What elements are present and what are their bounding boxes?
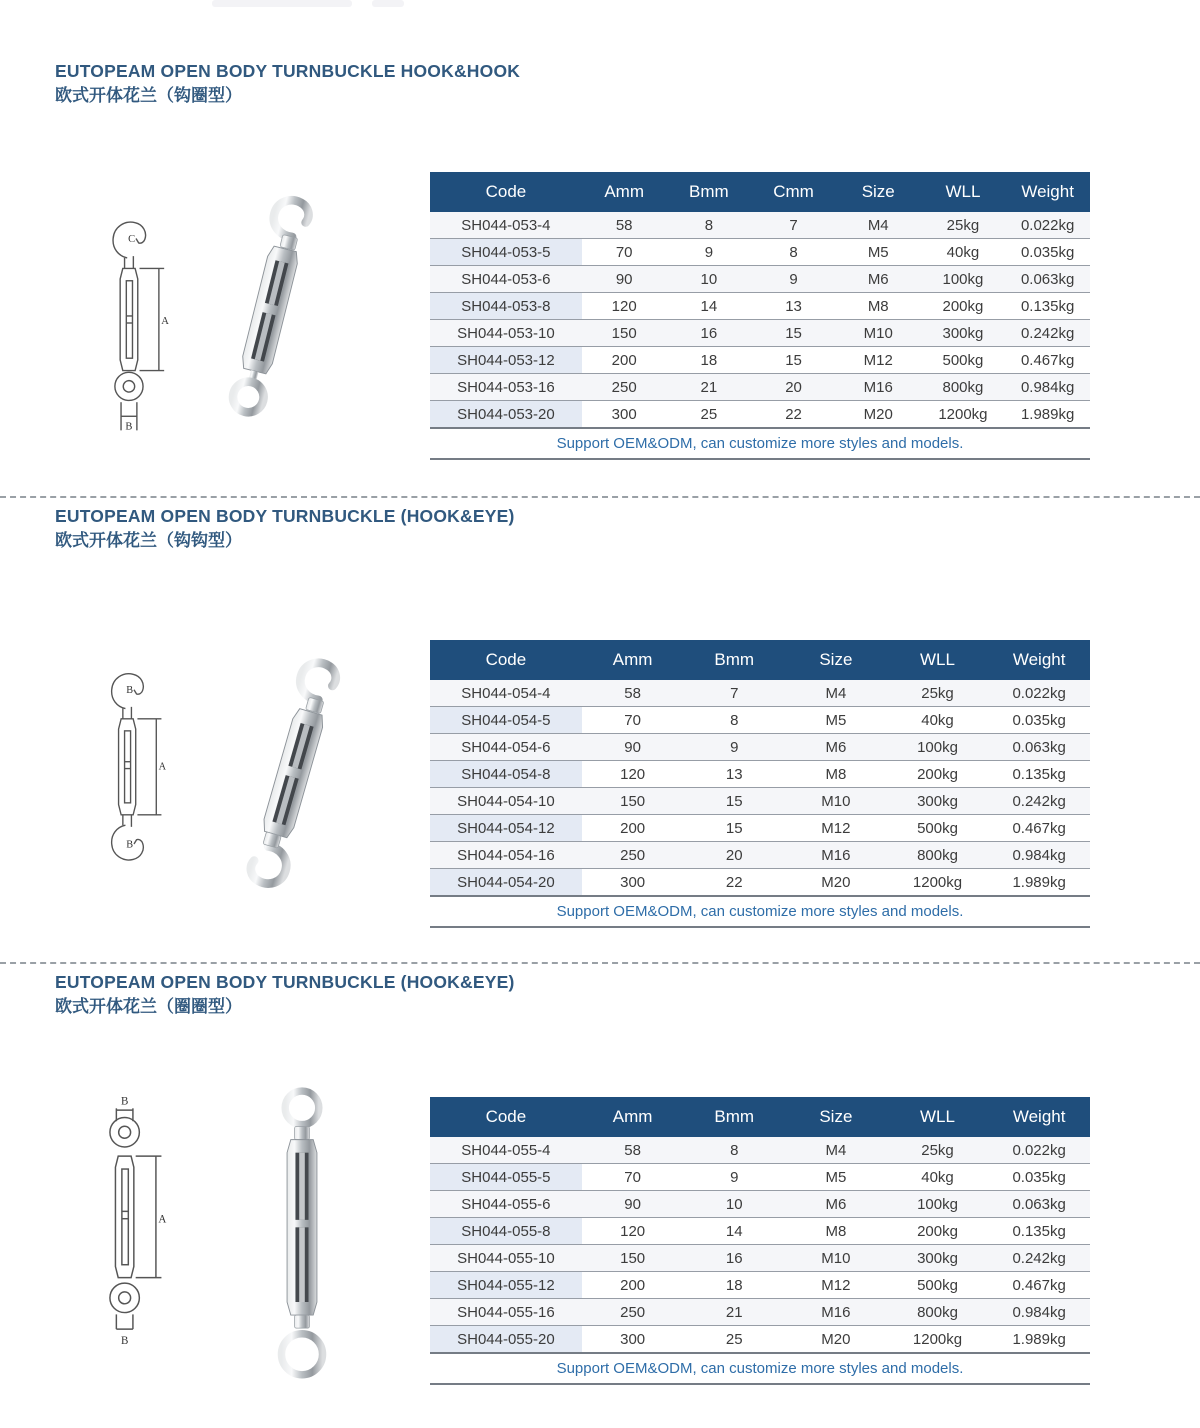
table-cell: 250	[582, 842, 684, 869]
turnbuckle-photo-hook-hook	[220, 642, 365, 910]
code-cell: SH044-055-12	[430, 1272, 582, 1299]
table-cell: 150	[582, 788, 684, 815]
table-cell: 150	[582, 1245, 684, 1272]
diagram-label-dim: A	[161, 315, 169, 327]
section-title-zh: 欧式开体花兰（钩钩型）	[55, 531, 242, 550]
table-cell: 21	[683, 1299, 785, 1326]
table-cell: 0.242kg	[988, 1245, 1090, 1272]
table-cell: 0.035kg	[1005, 239, 1090, 266]
code-cell: SH044-053-5	[430, 239, 582, 266]
table-cell: 0.242kg	[1005, 320, 1090, 347]
table-cell: 40kg	[887, 707, 989, 734]
table-cell: 15	[751, 347, 836, 374]
table-row	[430, 293, 1090, 320]
column-header: Weight	[988, 640, 1090, 680]
column-header: Code	[430, 172, 582, 212]
table-cell: M8	[785, 1218, 887, 1245]
table-cell: 250	[582, 374, 667, 401]
table-cell: 0.022kg	[1005, 212, 1090, 239]
table-cell: 9	[667, 239, 752, 266]
turnbuckle-photo-eye-eye	[246, 1076, 358, 1388]
section-title-zh: 欧式开体花兰（钩圈型）	[55, 86, 242, 105]
table-cell: 22	[751, 401, 836, 429]
table-cell: M6	[836, 266, 921, 293]
code-cell: SH044-054-8	[430, 761, 582, 788]
table-row	[430, 266, 1090, 293]
code-cell: SH044-055-4	[430, 1137, 582, 1164]
code-cell: SH044-055-6	[430, 1191, 582, 1218]
column-header: WLL	[887, 640, 989, 680]
table-cell: M5	[836, 239, 921, 266]
section-divider	[0, 962, 1200, 964]
table-cell: M4	[836, 212, 921, 239]
table-row	[430, 374, 1090, 401]
table-cell: 200kg	[887, 1218, 989, 1245]
table-row	[430, 1137, 1090, 1164]
table-cell: 15	[683, 815, 785, 842]
table-cell: 0.467kg	[988, 1272, 1090, 1299]
table-cell: 58	[582, 680, 684, 707]
table-cell: 0.022kg	[988, 680, 1090, 707]
table-row	[430, 1272, 1090, 1299]
table-cell: M8	[836, 293, 921, 320]
table-cell: M10	[785, 788, 887, 815]
table-row	[430, 401, 1090, 429]
table-cell: 20	[751, 374, 836, 401]
table-cell: 0.984kg	[1005, 374, 1090, 401]
code-cell: SH044-054-10	[430, 788, 582, 815]
table-header-row	[430, 640, 1090, 680]
column-header: Size	[785, 640, 887, 680]
table-cell: 0.984kg	[988, 842, 1090, 869]
table-cell: 200kg	[921, 293, 1006, 320]
column-header: Code	[430, 1097, 582, 1137]
table-cell: 40kg	[887, 1164, 989, 1191]
table-cell: 0.063kg	[988, 1191, 1090, 1218]
column-header: Amm	[582, 640, 684, 680]
table-row	[430, 239, 1090, 266]
table-cell: 90	[582, 266, 667, 293]
table-cell: 800kg	[887, 1299, 989, 1326]
table-row	[430, 1164, 1090, 1191]
code-cell: SH044-054-6	[430, 734, 582, 761]
table-footer-note: Support OEM&ODM, can customize more styles and models.	[430, 1353, 1090, 1384]
table-cell: 0.022kg	[988, 1137, 1090, 1164]
table-cell: 0.135kg	[988, 1218, 1090, 1245]
table-cell: 800kg	[921, 374, 1006, 401]
diagram-label-bottom: B	[120, 1334, 129, 1347]
table-row	[430, 761, 1090, 788]
table-row	[430, 1245, 1090, 1272]
table-row	[430, 707, 1090, 734]
table-cell: 250	[582, 1299, 684, 1326]
table-cell: 25kg	[921, 212, 1006, 239]
table-cell: M12	[785, 815, 887, 842]
code-cell: SH044-055-5	[430, 1164, 582, 1191]
table-row	[430, 320, 1090, 347]
table-cell: 7	[751, 212, 836, 239]
table-cell: 1200kg	[887, 1326, 989, 1354]
spec-table-sh044-055	[430, 1097, 1090, 1385]
table-cell: 58	[582, 1137, 684, 1164]
table-cell: 0.242kg	[988, 788, 1090, 815]
code-cell: SH044-054-12	[430, 815, 582, 842]
table-cell: 300kg	[887, 788, 989, 815]
column-header: Weight	[1005, 172, 1090, 212]
column-header: Bmm	[683, 640, 785, 680]
table-row	[430, 788, 1090, 815]
section-title-en: EUTOPEAM OPEN BODY TURNBUCKLE (HOOK&EYE)	[55, 506, 515, 526]
table-cell: 0.467kg	[988, 815, 1090, 842]
table-footer-note: Support OEM&ODM, can customize more styles and models.	[430, 428, 1090, 459]
table-cell: 14	[683, 1218, 785, 1245]
table-cell: 13	[751, 293, 836, 320]
table-cell: M4	[785, 1137, 887, 1164]
diagram-label-dim: A	[158, 1213, 167, 1226]
table-row	[430, 347, 1090, 374]
code-cell: SH044-053-16	[430, 374, 582, 401]
table-cell: 300	[582, 1326, 684, 1354]
table-cell: 200kg	[887, 761, 989, 788]
spec-table-sh044-054	[430, 640, 1090, 928]
turnbuckle-photo-hook-eye	[200, 186, 340, 434]
column-header: Code	[430, 640, 582, 680]
table-cell: 15	[751, 320, 836, 347]
table-cell: 0.467kg	[1005, 347, 1090, 374]
table-cell: 9	[683, 1164, 785, 1191]
table-cell: 70	[582, 1164, 684, 1191]
table-cell: 90	[582, 734, 684, 761]
diagram-label-top: B	[126, 685, 134, 697]
table-cell: 0.063kg	[988, 734, 1090, 761]
table-cell: 21	[667, 374, 752, 401]
table-cell: M5	[785, 1164, 887, 1191]
table-cell: 100kg	[887, 1191, 989, 1218]
table-row	[430, 842, 1090, 869]
table-cell: M16	[836, 374, 921, 401]
table-cell: M20	[785, 1326, 887, 1354]
table-cell: 18	[667, 347, 752, 374]
section-3-title	[55, 971, 514, 1018]
table-cell: 0.135kg	[988, 761, 1090, 788]
section-divider	[0, 496, 1200, 498]
column-header: Cmm	[751, 172, 836, 212]
code-cell: SH044-053-20	[430, 401, 582, 429]
table-row	[430, 869, 1090, 897]
table-cell: 120	[582, 761, 684, 788]
table-cell: M16	[785, 842, 887, 869]
table-cell: 500kg	[887, 1272, 989, 1299]
table-cell: 0.035kg	[988, 707, 1090, 734]
table-cell: 500kg	[921, 347, 1006, 374]
code-cell: SH044-054-16	[430, 842, 582, 869]
table-cell: 0.035kg	[988, 1164, 1090, 1191]
column-header: Size	[785, 1097, 887, 1137]
turnbuckle-diagram-eye-eye	[86, 1086, 178, 1368]
table-cell: 25kg	[887, 1137, 989, 1164]
table-cell: 150	[582, 320, 667, 347]
table-cell: 120	[582, 1218, 684, 1245]
table-cell: 300	[582, 869, 684, 897]
table-cell: M10	[785, 1245, 887, 1272]
table-cell: M16	[785, 1299, 887, 1326]
diagram-label-dim: A	[158, 761, 166, 773]
table-cell: 58	[582, 212, 667, 239]
table-cell: M4	[785, 680, 887, 707]
column-header: Bmm	[667, 172, 752, 212]
table-header-row	[430, 172, 1090, 212]
table-cell: 13	[683, 761, 785, 788]
table-header-row	[430, 1097, 1090, 1137]
table-row	[430, 1191, 1090, 1218]
table-cell: 0.984kg	[988, 1299, 1090, 1326]
table-cell: 1.989kg	[988, 869, 1090, 897]
table-cell: 70	[582, 239, 667, 266]
table-cell: 1200kg	[921, 401, 1006, 429]
code-cell: SH044-055-10	[430, 1245, 582, 1272]
table-row	[430, 1218, 1090, 1245]
table-cell: 300kg	[921, 320, 1006, 347]
table-row	[430, 1299, 1090, 1326]
code-cell: SH044-054-5	[430, 707, 582, 734]
turnbuckle-diagram-hook-eye	[92, 192, 180, 454]
diagram-label-top: C	[128, 234, 136, 246]
table-cell: 40kg	[921, 239, 1006, 266]
table-cell: M12	[785, 1272, 887, 1299]
table-cell: 1.989kg	[988, 1326, 1090, 1354]
table-cell: 16	[683, 1245, 785, 1272]
table-cell: 25kg	[887, 680, 989, 707]
table-cell: M12	[836, 347, 921, 374]
table-cell: M10	[836, 320, 921, 347]
table-cell: 100kg	[921, 266, 1006, 293]
diagram-label-bottom: B	[125, 421, 133, 433]
diagram-label-bottom: B	[126, 839, 134, 851]
table-cell: 200	[582, 1272, 684, 1299]
table-cell: M5	[785, 707, 887, 734]
table-row	[430, 1326, 1090, 1354]
table-cell: 18	[683, 1272, 785, 1299]
code-cell: SH044-053-4	[430, 212, 582, 239]
code-cell: SH044-055-16	[430, 1299, 582, 1326]
table-row	[430, 815, 1090, 842]
code-cell: SH044-055-20	[430, 1326, 582, 1354]
table-cell: 10	[683, 1191, 785, 1218]
table-row	[430, 680, 1090, 707]
table-cell: M6	[785, 734, 887, 761]
table-cell: 10	[667, 266, 752, 293]
table-cell: 25	[683, 1326, 785, 1354]
section-title-en: EUTOPEAM OPEN BODY TURNBUCKLE (HOOK&EYE)	[55, 972, 515, 992]
code-cell: SH044-053-10	[430, 320, 582, 347]
table-cell: M20	[836, 401, 921, 429]
table-cell: 8	[683, 1137, 785, 1164]
column-header: Size	[836, 172, 921, 212]
table-cell: 1200kg	[887, 869, 989, 897]
table-cell: 9	[683, 734, 785, 761]
table-cell: 9	[751, 266, 836, 293]
spec-table-sh044-053	[430, 172, 1090, 460]
code-cell: SH044-054-4	[430, 680, 582, 707]
table-cell: 300	[582, 401, 667, 429]
table-cell: 15	[683, 788, 785, 815]
column-header: WLL	[921, 172, 1006, 212]
turnbuckle-diagram-hook-hook	[88, 652, 180, 892]
table-cell: 8	[667, 212, 752, 239]
table-cell: 14	[667, 293, 752, 320]
column-header: Amm	[582, 172, 667, 212]
diagram-label-top: B	[120, 1095, 129, 1108]
table-cell: 1.989kg	[1005, 401, 1090, 429]
section-title-zh: 欧式开体花兰（圈圈型）	[55, 997, 242, 1016]
table-cell: 16	[667, 320, 752, 347]
column-header: Bmm	[683, 1097, 785, 1137]
table-cell: 100kg	[887, 734, 989, 761]
table-cell: 120	[582, 293, 667, 320]
table-cell: M20	[785, 869, 887, 897]
cropped-top-strip	[212, 0, 352, 7]
table-cell: M6	[785, 1191, 887, 1218]
code-cell: SH044-053-6	[430, 266, 582, 293]
cropped-top-strip	[372, 0, 404, 7]
table-cell: 500kg	[887, 815, 989, 842]
table-footer-note: Support OEM&ODM, can customize more styles and models.	[430, 896, 1090, 927]
table-cell: 22	[683, 869, 785, 897]
column-header: Weight	[988, 1097, 1090, 1137]
table-cell: 8	[751, 239, 836, 266]
table-cell: 300kg	[887, 1245, 989, 1272]
table-cell: M8	[785, 761, 887, 788]
table-row	[430, 212, 1090, 239]
code-cell: SH044-053-8	[430, 293, 582, 320]
section-2-title	[55, 505, 514, 552]
table-cell: 70	[582, 707, 684, 734]
column-header: WLL	[887, 1097, 989, 1137]
table-cell: 0.063kg	[1005, 266, 1090, 293]
table-cell: 0.135kg	[1005, 293, 1090, 320]
column-header: Amm	[582, 1097, 684, 1137]
code-cell: SH044-055-8	[430, 1218, 582, 1245]
section-1-title	[55, 60, 520, 107]
table-cell: 7	[683, 680, 785, 707]
section-title-en: EUTOPEAM OPEN BODY TURNBUCKLE HOOK&HOOK	[55, 61, 521, 81]
table-cell: 800kg	[887, 842, 989, 869]
table-row	[430, 734, 1090, 761]
code-cell: SH044-053-12	[430, 347, 582, 374]
table-cell: 200	[582, 347, 667, 374]
table-cell: 20	[683, 842, 785, 869]
table-cell: 90	[582, 1191, 684, 1218]
code-cell: SH044-054-20	[430, 869, 582, 897]
table-cell: 25	[667, 401, 752, 429]
table-cell: 8	[683, 707, 785, 734]
table-cell: 200	[582, 815, 684, 842]
